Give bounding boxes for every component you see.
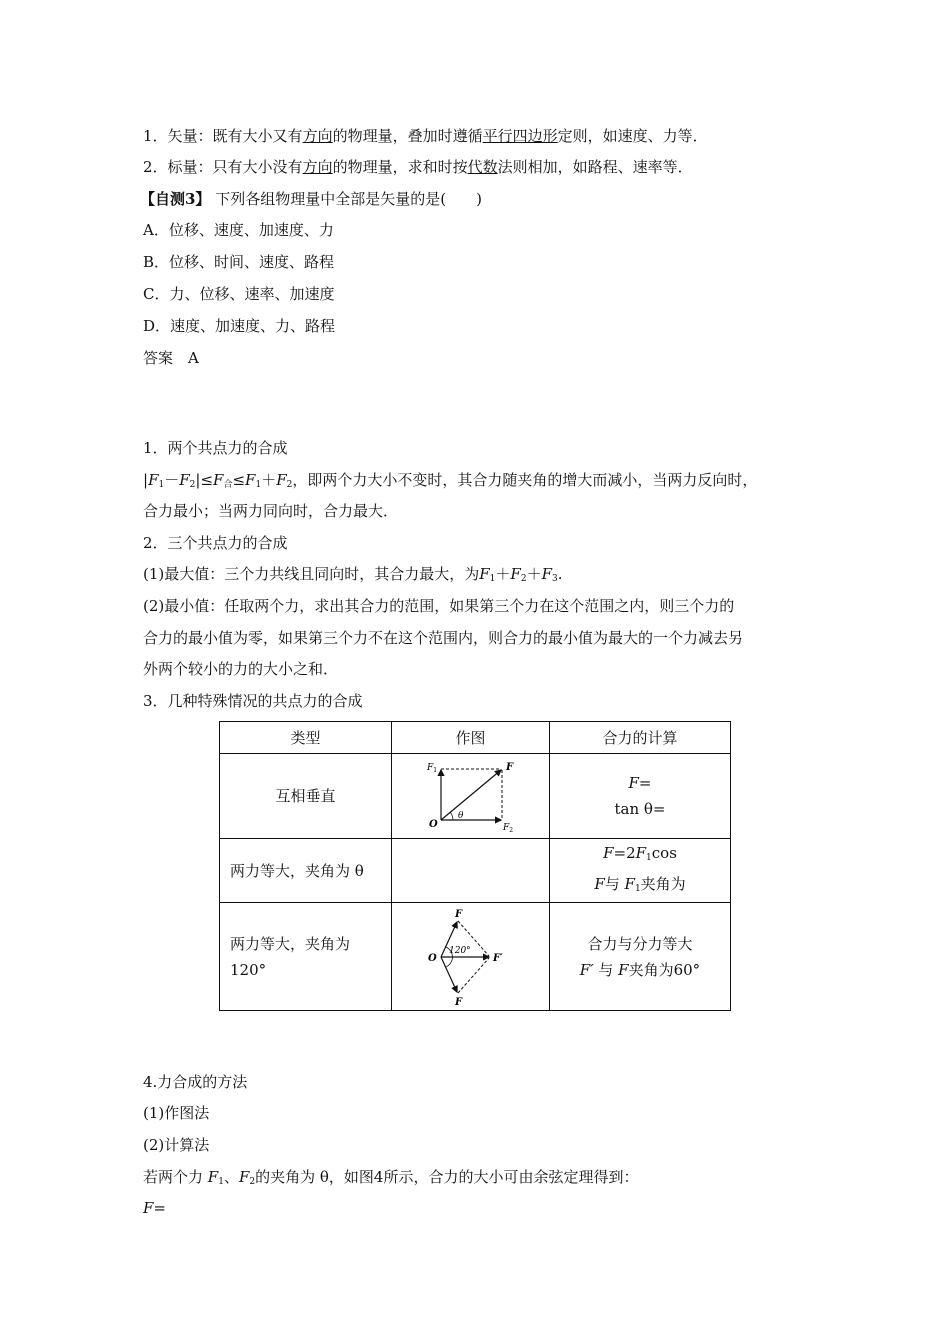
perpendicular-diagram <box>421 758 521 834</box>
sym-f: F <box>276 471 287 489</box>
row2-figure <box>392 839 550 903</box>
label-f: F <box>505 762 513 773</box>
label-f-top: F <box>454 908 462 920</box>
table-row-perpendicular <box>220 754 731 839</box>
sub-1: 1 <box>158 480 165 490</box>
vector-blank-parallelogram: 平行四边形 <box>482 127 558 145</box>
row2-calc-line2: F与 $F_1$夹角为 <box>594 874 686 894</box>
label-f-prime: F′ <box>492 952 503 964</box>
two-force-line2: 合力最小；当两力同向时，合力最大． <box>143 502 399 520</box>
row1-calc-line1: F= <box>628 774 652 792</box>
sub-1: 1 <box>255 480 262 490</box>
row3-calc-line2: F′ 与 F夹角为60° <box>579 960 701 979</box>
min-value-line1: (2)最小值：任取两个力，求出其合力的范围，如果第三个力在这个范围之内，则三个力的 <box>143 597 735 615</box>
plus-sign: ＋ <box>526 565 542 583</box>
header-figure: 作图 <box>392 722 550 754</box>
label-o: O <box>428 819 438 830</box>
heading-three-forces: 2．三个共点力的合成 <box>143 534 288 552</box>
header-type: 类型 <box>220 722 392 754</box>
two-force-inequality <box>143 470 757 495</box>
label-o: O <box>427 952 437 964</box>
le-sign: ≤ <box>232 471 246 489</box>
table-row-equal-theta <box>220 839 731 903</box>
sym-f: F <box>479 565 490 583</box>
min-value-line2: 合力的最小值为零，如果第三个力不在这个范围内，则合力的最小值为最大的一个力减去另 <box>143 629 744 647</box>
self-test-question-text: 下列各组物理量中全部是矢量的是( ) <box>215 190 482 208</box>
heading-two-forces: 1．两个共点力的合成 <box>143 439 288 457</box>
method-graphical: (1)作图法 <box>143 1104 210 1122</box>
vector-num: 1． <box>143 127 168 145</box>
option-c: C．力、位移、速率、加速度 <box>143 285 335 303</box>
min-value-line3: 外两个较小的力的大小之和． <box>143 660 339 678</box>
label-120: 120° <box>448 945 471 956</box>
sym-f: F <box>148 471 159 489</box>
answer: 答案 A <box>143 349 199 367</box>
scalar-text-c: 的物理量，求和时按 <box>332 158 468 176</box>
vector-definition <box>143 126 708 146</box>
cosine-law-sentence: 若两个力 $F_1$、$F_2$的夹角为 θ，如图4所示，合力的大小可由余弦定理得到： <box>143 1168 639 1187</box>
row2-type: 两力等大，夹角为 θ <box>220 839 392 903</box>
row1-figure <box>392 754 550 839</box>
plus-sign: ＋ <box>495 565 511 583</box>
abs-open: | <box>143 471 149 489</box>
scalar-definition <box>143 157 693 177</box>
row2-calc <box>550 839 731 903</box>
method-calculation: (2)计算法 <box>143 1136 210 1154</box>
label-f1: $F_1$ <box>426 763 437 774</box>
vector-text-c: 的物理量，叠加时遵循 <box>332 127 483 145</box>
scalar-num: 2． <box>143 158 168 176</box>
sym-f: F <box>179 471 190 489</box>
special-cases-table <box>219 721 731 1011</box>
row1-calc <box>550 754 731 839</box>
vector-text-a: 矢量：既有大小又有 <box>167 127 303 145</box>
table-row-equal-120 <box>220 903 731 1011</box>
option-a: A．位移、速度、加速度、力 <box>143 221 334 239</box>
rhombus-120-diagram <box>421 907 521 1007</box>
option-b: B．位移、时间、速度、路程 <box>143 253 335 271</box>
vector-text-e: 定则，如速度、力等． <box>557 127 708 145</box>
table-header-row <box>220 722 731 754</box>
sym-f: F <box>213 471 224 489</box>
max-text: (1)最大值：三个力共线且同向时，其合力最大，为 <box>143 565 480 583</box>
sub-2: 2 <box>520 574 527 584</box>
dashed-lower <box>458 958 489 993</box>
row3-figure <box>392 903 550 1011</box>
inequality-text: ，即两个力大小不变时，其合力随夹角的增大而减小，当两力反向时， <box>292 471 758 489</box>
label-f2: $F_2$ <box>502 823 513 834</box>
period: . <box>557 565 563 583</box>
minus-sign: － <box>164 471 180 489</box>
heading-special-cases: 3．几种特殊情况的共点力的合成 <box>143 692 363 710</box>
sub-1: 1 <box>489 574 496 584</box>
sym-f: F <box>541 565 553 583</box>
sub-he: 合 <box>223 480 233 490</box>
self-test-tag: 【自测3】 <box>140 190 211 208</box>
row1-calc-line2: tan θ= <box>614 800 666 818</box>
scalar-blank-algebra: 代数 <box>467 158 498 176</box>
heading-methods: 4.力合成的方法 <box>143 1073 248 1091</box>
abs-close-le: |≤ <box>195 471 214 489</box>
row3-calc-line1: 合力与分力等大 <box>587 934 693 953</box>
vector-blank-direction: 方向 <box>302 127 333 145</box>
header-calculation: 合力的计算 <box>550 722 731 754</box>
max-value <box>143 564 563 589</box>
scalar-text-e: 法则相加，如路程、速率等． <box>497 158 693 176</box>
label-f-bottom: F <box>454 996 462 1007</box>
scalar-blank-direction: 方向 <box>302 158 333 176</box>
sub-3: 3 <box>552 574 558 584</box>
sym-f: F <box>510 565 521 583</box>
sub-2: 2 <box>286 480 293 490</box>
plus-sign: ＋ <box>261 471 277 489</box>
scalar-text-a: 标量：只有大小没有 <box>167 158 303 176</box>
row3-type-line1: 两力等大，夹角为 <box>230 934 351 953</box>
row3-calc <box>550 903 731 1011</box>
row2-calc-line1: $F=2F_1\cos$ <box>603 843 677 863</box>
row3-type <box>220 903 392 1011</box>
label-theta: θ <box>457 811 463 821</box>
theta-arc <box>450 812 453 820</box>
row3-type-line2: 120° <box>230 960 267 979</box>
row1-type: 互相垂直 <box>220 754 392 839</box>
option-d: D．速度、加速度、力、路程 <box>143 317 336 335</box>
lower-force-arrow <box>441 957 457 992</box>
self-test-question <box>140 189 482 209</box>
final-formula: F= <box>143 1199 166 1217</box>
sym-f: F <box>245 471 256 489</box>
sub-2: 2 <box>189 480 196 490</box>
